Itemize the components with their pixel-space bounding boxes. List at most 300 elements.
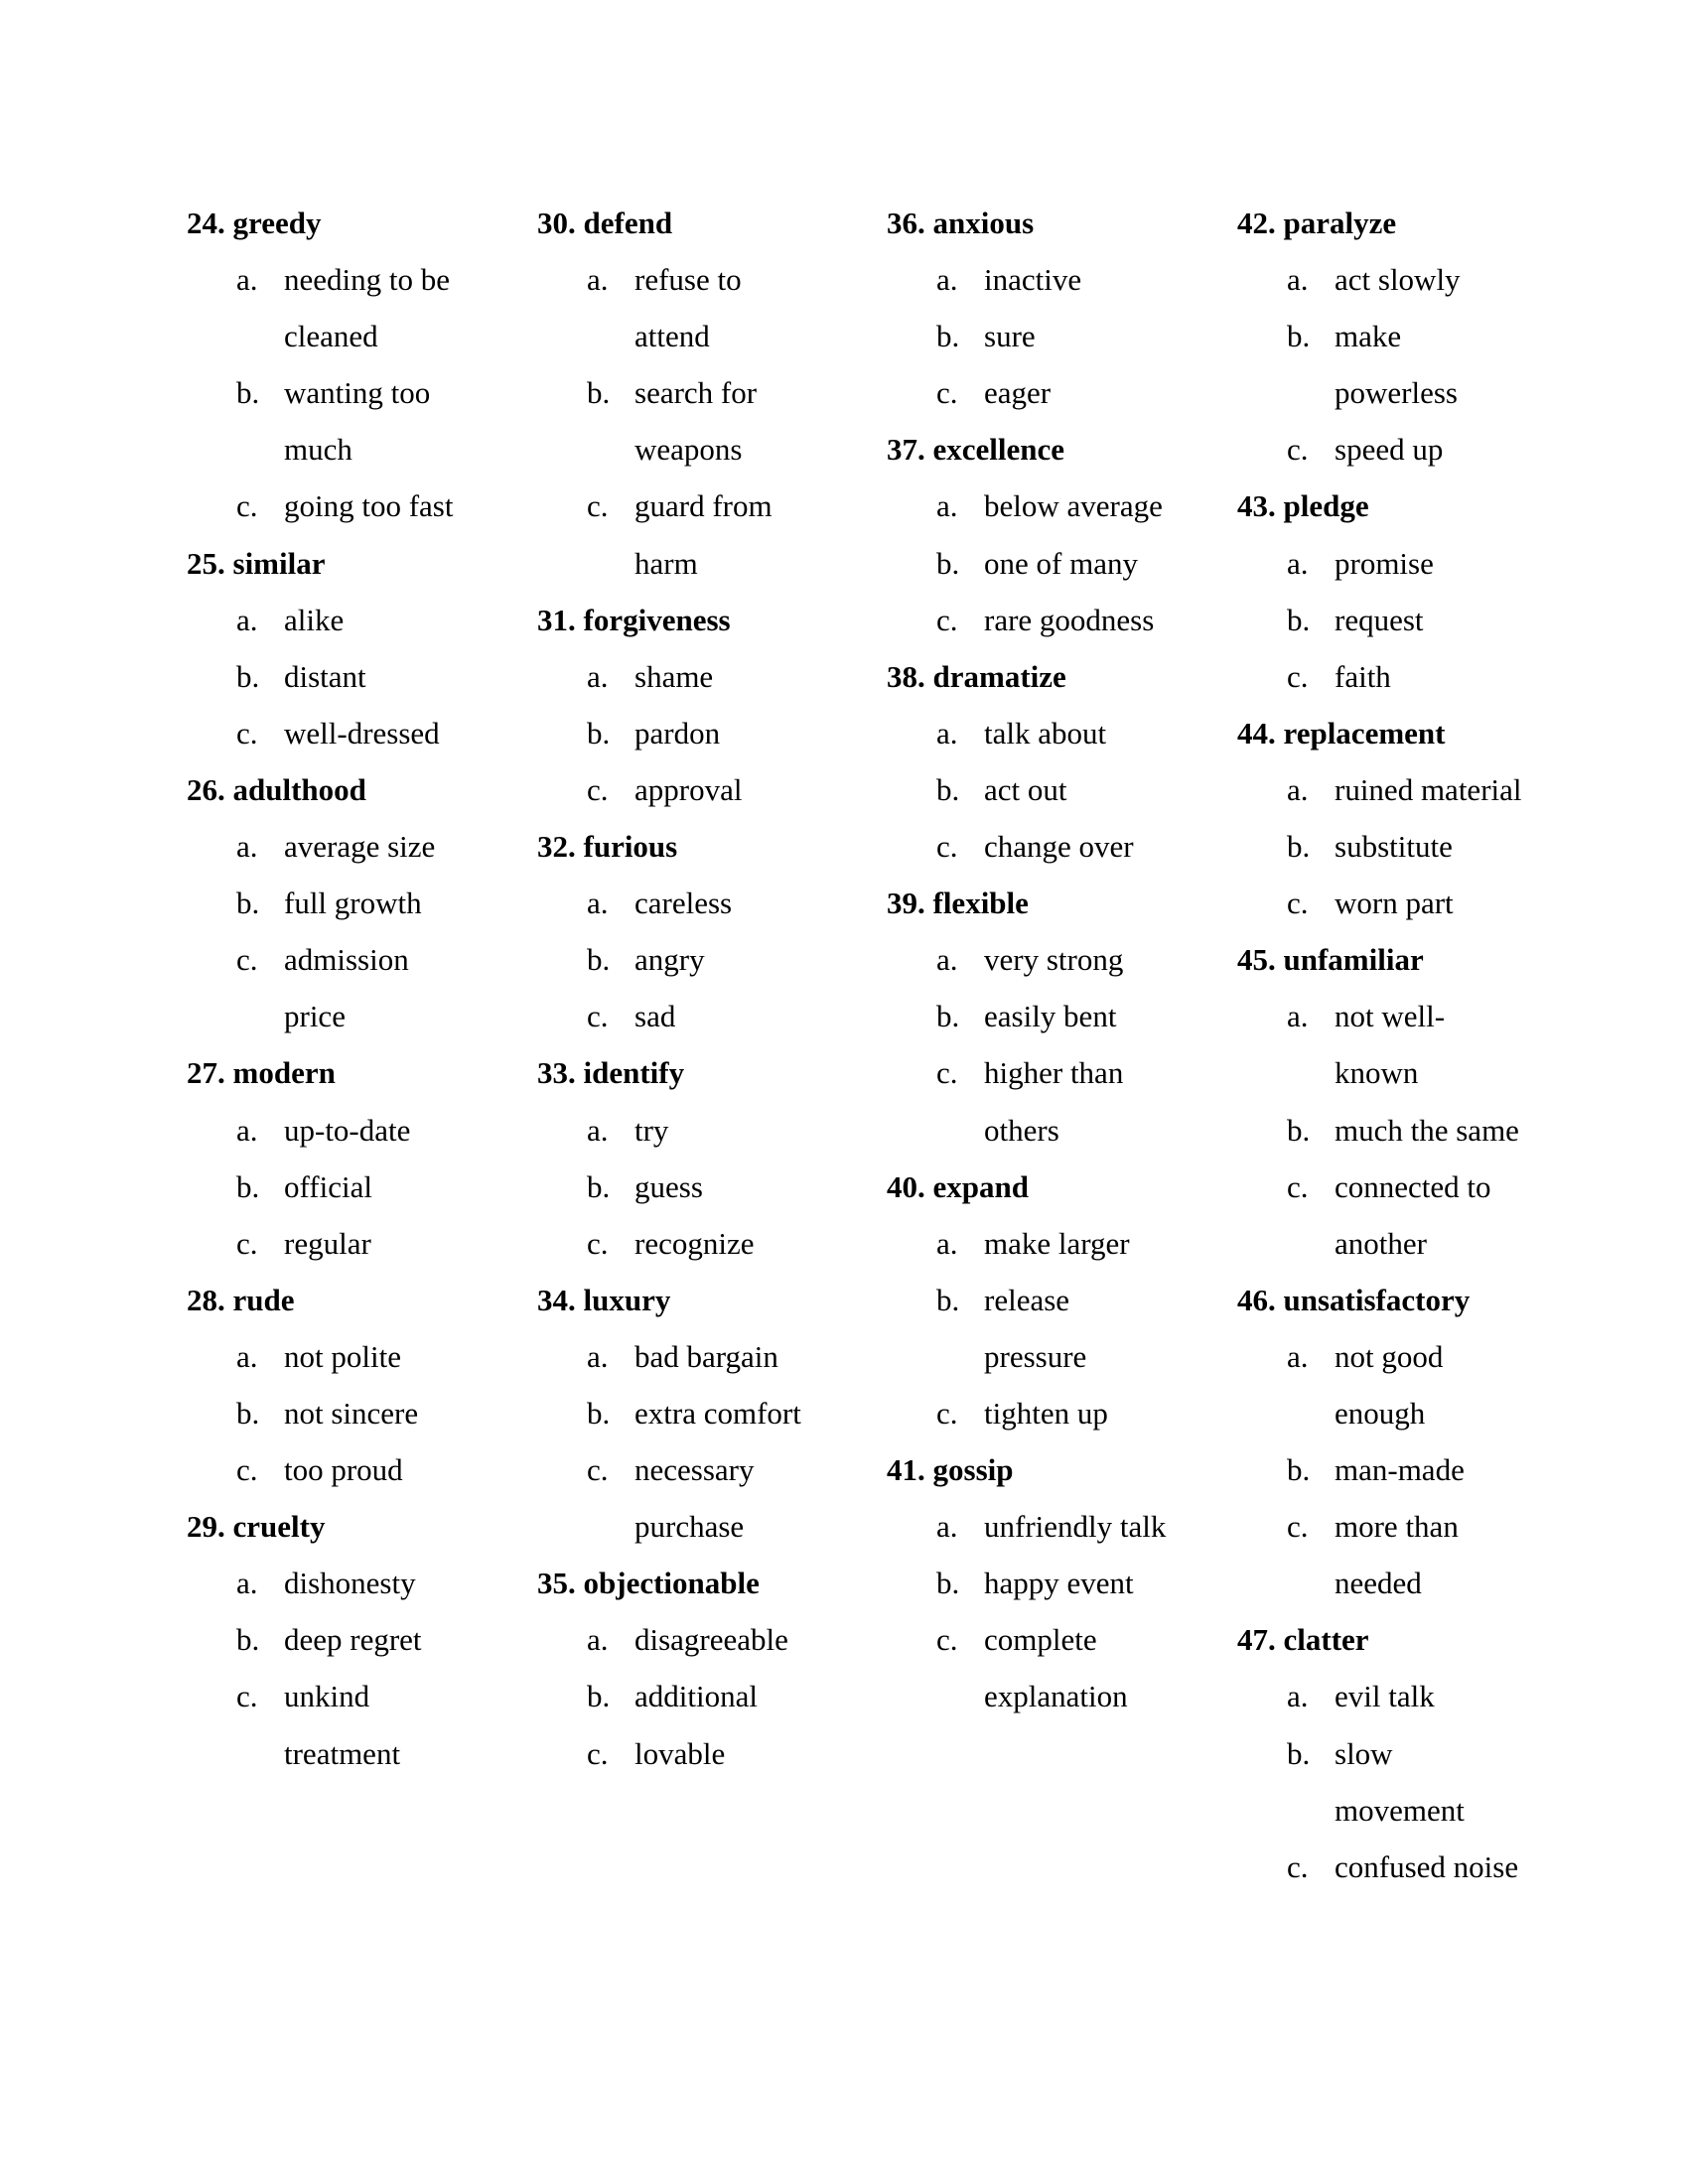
option-text-line: make bbox=[1335, 319, 1402, 354]
answer-option[interactable] bbox=[537, 761, 875, 818]
option-letter: a. bbox=[936, 942, 958, 978]
answer-option[interactable] bbox=[887, 988, 1224, 1044]
option-text-line: necessary bbox=[634, 1452, 755, 1488]
option-letter: c. bbox=[1287, 1168, 1309, 1204]
option-letter: b. bbox=[936, 771, 960, 807]
question-number: 45. bbox=[1237, 942, 1276, 978]
option-letter: c. bbox=[236, 715, 258, 751]
question-word: unsatisfactory bbox=[1283, 1282, 1471, 1317]
question-title bbox=[537, 818, 875, 875]
question-number: 36. bbox=[887, 205, 925, 240]
answer-option[interactable] bbox=[887, 1498, 1224, 1555]
question-number: 46. bbox=[1237, 1282, 1276, 1317]
question-number: 24. bbox=[187, 205, 225, 240]
question-number: 41. bbox=[887, 1452, 925, 1488]
answer-option[interactable] bbox=[1237, 818, 1575, 875]
answer-options bbox=[537, 1611, 875, 1781]
answer-option[interactable] bbox=[1237, 1498, 1575, 1611]
answer-option[interactable] bbox=[537, 875, 875, 931]
answer-options bbox=[887, 1498, 1224, 1724]
question-word: similar bbox=[232, 545, 326, 581]
option-text-line: promise bbox=[1335, 545, 1434, 581]
question-title bbox=[1237, 478, 1575, 534]
vocab-question bbox=[1237, 931, 1575, 1272]
option-letter: c. bbox=[936, 1395, 958, 1431]
answer-option[interactable] bbox=[1237, 1441, 1575, 1498]
question-title bbox=[187, 535, 524, 592]
option-letter: b. bbox=[1287, 1735, 1311, 1771]
option-letter: b. bbox=[236, 375, 260, 411]
question-word: greedy bbox=[232, 205, 322, 240]
answer-option[interactable] bbox=[187, 1328, 524, 1385]
question-column-3 bbox=[887, 195, 1224, 1725]
question-word: forgiveness bbox=[583, 602, 731, 637]
answer-options bbox=[887, 1215, 1224, 1441]
answer-option[interactable] bbox=[1237, 1839, 1575, 1895]
option-text-line: man-made bbox=[1335, 1452, 1465, 1488]
option-text-line: lovable bbox=[634, 1735, 726, 1771]
option-letter: c. bbox=[1287, 1509, 1309, 1545]
vocab-question bbox=[1237, 478, 1575, 704]
answer-option[interactable] bbox=[187, 364, 524, 478]
answer-option[interactable] bbox=[887, 818, 1224, 875]
option-text-line: powerless bbox=[1335, 375, 1458, 411]
option-text-line: well-dressed bbox=[284, 715, 440, 751]
question-title bbox=[887, 1159, 1224, 1215]
answer-option[interactable] bbox=[1237, 648, 1575, 705]
option-text-line: sad bbox=[634, 999, 676, 1034]
option-letter: b. bbox=[236, 886, 260, 921]
question-column-1 bbox=[187, 195, 524, 1782]
option-letter: c. bbox=[1287, 886, 1309, 921]
option-letter: c. bbox=[236, 488, 258, 524]
option-text-line: needing to be bbox=[284, 262, 451, 298]
option-letter: a. bbox=[936, 1509, 958, 1545]
answer-option[interactable] bbox=[1237, 1668, 1575, 1724]
answer-option[interactable] bbox=[887, 364, 1224, 421]
option-letter: c. bbox=[936, 829, 958, 865]
question-number: 25. bbox=[187, 545, 225, 581]
option-text-line: pressure bbox=[984, 1338, 1087, 1374]
question-title bbox=[1237, 705, 1575, 761]
option-letter: b. bbox=[936, 319, 960, 354]
option-letter: b. bbox=[587, 1168, 611, 1204]
option-text-line: rare goodness bbox=[984, 602, 1155, 637]
answer-options bbox=[887, 478, 1224, 647]
question-word: flexible bbox=[932, 886, 1029, 921]
option-letter: a. bbox=[587, 1112, 609, 1148]
option-text-line: refuse to bbox=[634, 262, 742, 298]
option-letter: a. bbox=[236, 1338, 258, 1374]
answer-option[interactable] bbox=[537, 988, 875, 1044]
question-number: 31. bbox=[537, 602, 576, 637]
answer-option[interactable] bbox=[537, 1102, 875, 1159]
question-word: pledge bbox=[1283, 488, 1369, 524]
option-text-line: not polite bbox=[284, 1338, 401, 1374]
option-letter: c. bbox=[587, 999, 609, 1034]
option-letter: a. bbox=[936, 262, 958, 298]
question-title bbox=[537, 1044, 875, 1101]
answer-option[interactable] bbox=[187, 1668, 524, 1781]
vocab-question bbox=[537, 818, 875, 1044]
option-text-line: another bbox=[1335, 1225, 1427, 1261]
answer-option[interactable] bbox=[1237, 251, 1575, 308]
question-word: identify bbox=[583, 1055, 685, 1091]
vocab-question bbox=[537, 1044, 875, 1271]
vocab-question bbox=[537, 592, 875, 818]
vocab-question bbox=[187, 535, 524, 761]
answer-option[interactable] bbox=[1237, 421, 1575, 478]
answer-option[interactable] bbox=[887, 308, 1224, 364]
option-letter: c. bbox=[936, 375, 958, 411]
option-text-line: pardon bbox=[634, 715, 721, 751]
option-text-line: substitute bbox=[1335, 829, 1453, 865]
answer-option[interactable] bbox=[187, 1555, 524, 1611]
option-text-line: purchase bbox=[634, 1509, 745, 1545]
question-number: 30. bbox=[537, 205, 576, 240]
vocab-question bbox=[887, 875, 1224, 1158]
option-letter: b. bbox=[236, 658, 260, 694]
answer-option[interactable] bbox=[537, 1611, 875, 1668]
answer-options bbox=[537, 648, 875, 818]
vocab-question bbox=[537, 1555, 875, 1781]
question-title bbox=[887, 1441, 1224, 1498]
answer-options bbox=[537, 1328, 875, 1555]
answer-option[interactable] bbox=[887, 1215, 1224, 1272]
question-number: 39. bbox=[887, 886, 925, 921]
option-letter: a. bbox=[236, 602, 258, 637]
option-text-line: others bbox=[984, 1112, 1059, 1148]
question-number: 33. bbox=[537, 1055, 576, 1091]
question-word: expand bbox=[932, 1168, 1029, 1204]
option-letter: c. bbox=[936, 1055, 958, 1091]
answer-options bbox=[1237, 251, 1575, 478]
question-title bbox=[187, 195, 524, 251]
answer-options bbox=[537, 251, 875, 592]
option-letter: c. bbox=[936, 602, 958, 637]
answer-option[interactable] bbox=[187, 478, 524, 534]
answer-option[interactable] bbox=[887, 1385, 1224, 1441]
question-number: 44. bbox=[1237, 715, 1276, 751]
question-word: defend bbox=[583, 205, 673, 240]
option-text-line: harm bbox=[634, 545, 698, 581]
answer-option[interactable] bbox=[1237, 1725, 1575, 1839]
option-text-line: ruined material bbox=[1335, 771, 1522, 807]
question-title bbox=[887, 195, 1224, 251]
option-text-line: inactive bbox=[984, 262, 1082, 298]
answer-option[interactable] bbox=[887, 592, 1224, 648]
question-title bbox=[1237, 195, 1575, 251]
option-letter: a. bbox=[236, 1566, 258, 1601]
vocab-question bbox=[187, 1044, 524, 1271]
option-text-line: distant bbox=[284, 658, 366, 694]
question-title bbox=[1237, 931, 1575, 988]
option-text-line: more than bbox=[1335, 1509, 1459, 1545]
question-word: furious bbox=[583, 829, 678, 865]
option-letter: c. bbox=[1287, 432, 1309, 468]
option-letter: c. bbox=[587, 1225, 609, 1261]
option-text-line: try bbox=[634, 1112, 669, 1148]
answer-option[interactable] bbox=[887, 761, 1224, 818]
answer-option[interactable] bbox=[1237, 875, 1575, 931]
question-title bbox=[537, 592, 875, 648]
answer-option[interactable] bbox=[1237, 592, 1575, 648]
option-text-line: careless bbox=[634, 886, 733, 921]
option-letter: b. bbox=[587, 715, 611, 751]
option-text-line: known bbox=[1335, 1055, 1419, 1091]
option-text-line: easily bent bbox=[984, 999, 1117, 1034]
option-text-line: angry bbox=[634, 942, 705, 978]
option-letter: a. bbox=[236, 829, 258, 865]
question-word: gossip bbox=[932, 1452, 1014, 1488]
option-text-line: wanting too bbox=[284, 375, 431, 411]
option-text-line: act slowly bbox=[1335, 262, 1461, 298]
option-letter: b. bbox=[936, 1566, 960, 1601]
answer-option[interactable] bbox=[1237, 761, 1575, 818]
answer-options bbox=[187, 251, 524, 534]
answer-option[interactable] bbox=[187, 1159, 524, 1215]
vocab-question bbox=[887, 1159, 1224, 1441]
answer-option[interactable] bbox=[887, 251, 1224, 308]
vocab-question bbox=[537, 195, 875, 592]
option-text-line: sure bbox=[984, 319, 1036, 354]
option-letter: b. bbox=[587, 1395, 611, 1431]
option-text-line: talk about bbox=[984, 715, 1107, 751]
answer-option[interactable] bbox=[537, 364, 875, 478]
answer-options bbox=[1237, 1328, 1575, 1611]
option-letter: c. bbox=[236, 1679, 258, 1714]
option-letter: a. bbox=[1287, 1679, 1309, 1714]
answer-option[interactable] bbox=[537, 648, 875, 705]
option-text-line: cleaned bbox=[284, 319, 378, 354]
vocab-question bbox=[1237, 705, 1575, 931]
option-letter: b. bbox=[936, 999, 960, 1034]
option-text-line: very strong bbox=[984, 942, 1124, 978]
option-letter: a. bbox=[1287, 545, 1309, 581]
answer-option[interactable] bbox=[537, 931, 875, 988]
answer-option[interactable] bbox=[1237, 1159, 1575, 1272]
answer-option[interactable] bbox=[887, 535, 1224, 592]
question-title bbox=[887, 648, 1224, 705]
answer-option[interactable] bbox=[887, 1272, 1224, 1385]
question-title bbox=[537, 1272, 875, 1328]
answer-option[interactable] bbox=[1237, 1328, 1575, 1441]
answer-option[interactable] bbox=[187, 648, 524, 705]
answer-option[interactable] bbox=[887, 931, 1224, 988]
option-text-line: connected to bbox=[1335, 1168, 1491, 1204]
option-text-line: additional bbox=[634, 1679, 758, 1714]
answer-option[interactable] bbox=[537, 1668, 875, 1724]
question-number: 38. bbox=[887, 658, 925, 694]
answer-option[interactable] bbox=[187, 705, 524, 761]
option-text-line: needed bbox=[1335, 1566, 1422, 1601]
option-letter: b. bbox=[1287, 829, 1311, 865]
option-text-line: make larger bbox=[984, 1225, 1130, 1261]
option-letter: c. bbox=[1287, 1848, 1309, 1884]
question-number: 37. bbox=[887, 432, 925, 468]
option-text-line: worn part bbox=[1335, 886, 1454, 921]
answer-option[interactable] bbox=[187, 1441, 524, 1498]
option-text-line: tighten up bbox=[984, 1395, 1108, 1431]
option-text-line: unkind bbox=[284, 1679, 370, 1714]
answer-option[interactable] bbox=[887, 1611, 1224, 1724]
option-letter: c. bbox=[587, 488, 609, 524]
answer-options bbox=[187, 1328, 524, 1498]
question-column-2 bbox=[537, 195, 875, 1782]
answer-option[interactable] bbox=[187, 251, 524, 364]
option-letter: a. bbox=[587, 1622, 609, 1658]
question-title bbox=[537, 195, 875, 251]
option-letter: b. bbox=[1287, 319, 1311, 354]
answer-option[interactable] bbox=[1237, 988, 1575, 1101]
answer-options bbox=[537, 875, 875, 1044]
option-letter: a. bbox=[1287, 262, 1309, 298]
answer-option[interactable] bbox=[187, 818, 524, 875]
option-text-line: search for bbox=[634, 375, 758, 411]
question-title bbox=[537, 1555, 875, 1611]
question-number: 29. bbox=[187, 1509, 225, 1545]
answer-option[interactable] bbox=[537, 478, 875, 591]
option-letter: b. bbox=[1287, 1112, 1311, 1148]
answer-options bbox=[887, 931, 1224, 1158]
option-text-line: full growth bbox=[284, 886, 422, 921]
answer-option[interactable] bbox=[537, 1328, 875, 1385]
option-letter: a. bbox=[587, 658, 609, 694]
answer-options bbox=[1237, 761, 1575, 931]
question-title bbox=[887, 875, 1224, 931]
question-word: replacement bbox=[1283, 715, 1446, 751]
answer-options bbox=[187, 1102, 524, 1272]
vocab-question bbox=[187, 195, 524, 535]
vocab-question bbox=[887, 421, 1224, 647]
question-word: cruelty bbox=[232, 1509, 326, 1545]
answer-option[interactable] bbox=[187, 1102, 524, 1159]
question-word: dramatize bbox=[932, 658, 1066, 694]
answer-option[interactable] bbox=[537, 1159, 875, 1215]
answer-option[interactable] bbox=[1237, 308, 1575, 421]
answer-option[interactable] bbox=[887, 1555, 1224, 1611]
answer-option[interactable] bbox=[537, 1215, 875, 1272]
option-text-line: slow bbox=[1335, 1735, 1393, 1771]
answer-option[interactable] bbox=[887, 478, 1224, 534]
option-letter: c. bbox=[236, 942, 258, 978]
question-title bbox=[887, 421, 1224, 478]
option-letter: a. bbox=[587, 262, 609, 298]
answer-options bbox=[1237, 535, 1575, 705]
option-text-line: going too fast bbox=[284, 488, 454, 524]
question-title bbox=[187, 1272, 524, 1328]
option-text-line: enough bbox=[1335, 1395, 1426, 1431]
option-text-line: request bbox=[1335, 602, 1424, 637]
option-letter: b. bbox=[236, 1168, 260, 1204]
question-number: 32. bbox=[537, 829, 576, 865]
question-title bbox=[187, 1498, 524, 1555]
option-letter: b. bbox=[587, 375, 611, 411]
answer-option[interactable] bbox=[187, 931, 524, 1044]
question-title bbox=[187, 1044, 524, 1101]
option-text-line: change over bbox=[984, 829, 1134, 865]
answer-option[interactable] bbox=[187, 1385, 524, 1441]
answer-option[interactable] bbox=[537, 1725, 875, 1782]
answer-option[interactable] bbox=[187, 1611, 524, 1668]
answer-option[interactable] bbox=[1237, 535, 1575, 592]
answer-option[interactable] bbox=[1237, 1102, 1575, 1159]
option-letter: c. bbox=[587, 771, 609, 807]
question-word: adulthood bbox=[232, 771, 366, 807]
vocab-question bbox=[887, 195, 1224, 421]
option-letter: c. bbox=[236, 1225, 258, 1261]
answer-option[interactable] bbox=[537, 251, 875, 364]
question-number: 47. bbox=[1237, 1622, 1276, 1658]
answer-option[interactable] bbox=[537, 1385, 875, 1441]
option-text-line: unfriendly talk bbox=[984, 1509, 1167, 1545]
option-text-line: guess bbox=[634, 1168, 703, 1204]
answer-option[interactable] bbox=[537, 705, 875, 761]
question-word: excellence bbox=[932, 432, 1065, 468]
vocab-question bbox=[1237, 1611, 1575, 1894]
option-letter: c. bbox=[587, 1452, 609, 1488]
answer-options bbox=[1237, 988, 1575, 1271]
option-letter: a. bbox=[1287, 1338, 1309, 1374]
option-letter: c. bbox=[1287, 658, 1309, 694]
vocab-question bbox=[187, 1498, 524, 1781]
option-text-line: weapons bbox=[634, 432, 743, 468]
option-text-line: recognize bbox=[634, 1225, 755, 1261]
question-number: 26. bbox=[187, 771, 225, 807]
option-text-line: shame bbox=[634, 658, 714, 694]
option-letter: b. bbox=[587, 1679, 611, 1714]
option-text-line: official bbox=[284, 1168, 372, 1204]
option-text-line: not good bbox=[1335, 1338, 1444, 1374]
option-text-line: not well- bbox=[1335, 999, 1446, 1034]
question-word: objectionable bbox=[583, 1566, 760, 1601]
option-letter: a. bbox=[936, 1225, 958, 1261]
answer-option[interactable] bbox=[887, 1044, 1224, 1158]
option-text-line: one of many bbox=[984, 545, 1138, 581]
option-text-line: not sincere bbox=[284, 1395, 419, 1431]
question-number: 28. bbox=[187, 1282, 225, 1317]
answer-option[interactable] bbox=[887, 705, 1224, 761]
option-letter: b. bbox=[936, 1282, 960, 1317]
option-text-line: happy event bbox=[984, 1566, 1134, 1601]
answer-option[interactable] bbox=[187, 1215, 524, 1272]
vocab-question bbox=[1237, 1272, 1575, 1612]
option-text-line: admission bbox=[284, 942, 409, 978]
option-letter: a. bbox=[1287, 771, 1309, 807]
question-number: 34. bbox=[537, 1282, 576, 1317]
option-letter: b. bbox=[936, 545, 960, 581]
question-number: 35. bbox=[537, 1566, 576, 1601]
option-text-line: act out bbox=[984, 771, 1067, 807]
option-text-line: higher than bbox=[984, 1055, 1124, 1091]
option-text-line: regular bbox=[284, 1225, 371, 1261]
option-text-line: complete bbox=[984, 1622, 1097, 1658]
option-letter: a. bbox=[936, 715, 958, 751]
answer-option[interactable] bbox=[187, 592, 524, 648]
answer-option[interactable] bbox=[187, 875, 524, 931]
question-title bbox=[187, 761, 524, 818]
option-letter: a. bbox=[936, 488, 958, 524]
question-number: 43. bbox=[1237, 488, 1276, 524]
question-number: 42. bbox=[1237, 205, 1276, 240]
answer-option[interactable] bbox=[537, 1441, 875, 1555]
option-text-line: much bbox=[284, 432, 352, 468]
question-word: luxury bbox=[583, 1282, 671, 1317]
option-text-line: speed up bbox=[1335, 432, 1444, 468]
option-text-line: alike bbox=[284, 602, 345, 637]
question-title bbox=[1237, 1611, 1575, 1668]
question-word: rude bbox=[232, 1282, 295, 1317]
